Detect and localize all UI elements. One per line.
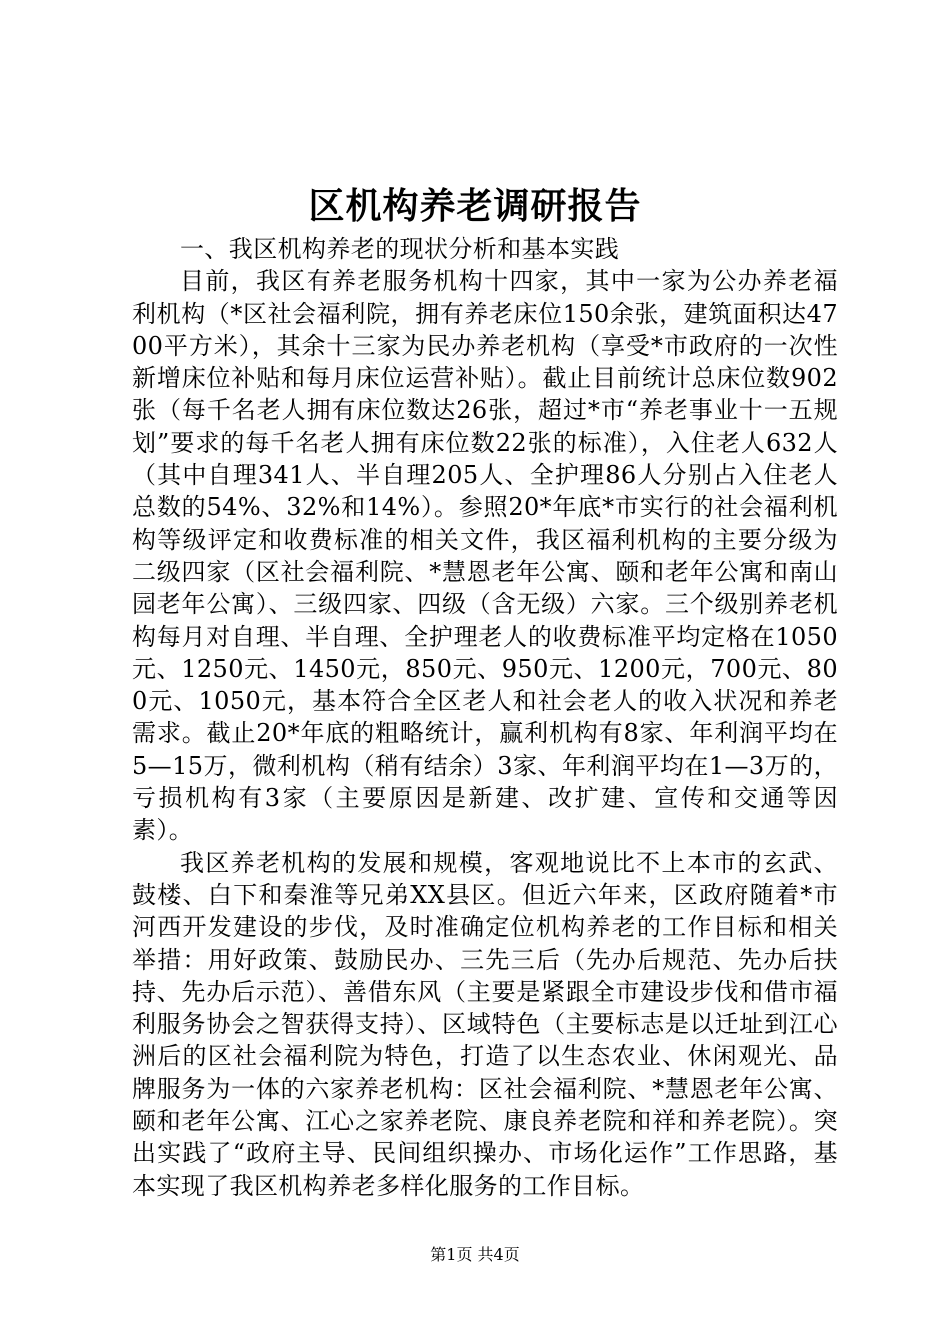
- document-title: 区机构养老调研报告: [308, 185, 642, 227]
- paragraph: 目前，我区有养老服务机构十四家，其中一家为公办养老福利机构（*区社会福利院，拥有养老床位150余张，建筑面积达4700平方米），其余十三家为民办养老机构（享受*市政府的一次性新增床位补贴和每月床位运营补贴）。截止目前统计总床位数902张（每千名老人拥有床位数达26张，超过*市“养老事业十一五规划”要求的每千名老人拥有床位数22张的标准），入住老人632人（其中自理341人、半自理205人、全护理86人分别占入住老人总数的54%、32%和14%）。参照20*年底*市实行的社会福利机构等级评定和收费标准的相关文件，我区福利机构的主要分级为二级四家（区社会福利院、*慧恩老年公寓、颐和老年公寓和南山园老年公寓）、三级四家、四级（含无级）六家。三个级别养老机构每月对自理、半自理、全护理老人的收费标准平均定格在1050元、1250元、1450元，850元、950元、1200元，700元、800元、1050元，基本符合全区老人和社会老人的收入状况和养老需求。截止20*年底的粗略统计，赢利机构有8家、年利润平均在5—15万，微利机构（稍有结余）3家、年利润平均在1—3万的，亏损机构有3家（主要原因是新建、改扩建、宣传和交通等因素）。: [132, 267, 838, 845]
- paragraph: 我区养老机构的发展和规模，客观地说比不上本市的玄武、鼓楼、白下和秦淮等兄弟XX县区。但近六年来，区政府随着*市河西开发建设的步伐，及时准确定位机构养老的工作目标和相关举措：用好政策、鼓励民办、三先三后（先办后规范、先办后扶持、先办后示范）、善借东风（主要是紧跟全市建设步伐和借市福利服务协会之智获得支持）、区域特色（主要标志是以迁址到江心洲后的区社会福利院为特色，打造了以生态农业、休闲观光、品牌服务为一体的六家养老机构：区社会福利院、*慧恩老年公寓、颐和老年公寓、江心之家养老院、康良养老院和祥和养老院）。突出实践了“政府主导、民间组织操办、市场化运作”工作思路，基本实现了我区机构养老多样化服务的工作目标。: [132, 848, 838, 1200]
- section-heading: 一、我区机构养老的现状分析和基本实践: [180, 235, 620, 263]
- page-footer: 第1页 共4页: [430, 1245, 520, 1264]
- document-body: [132, 233, 838, 1202]
